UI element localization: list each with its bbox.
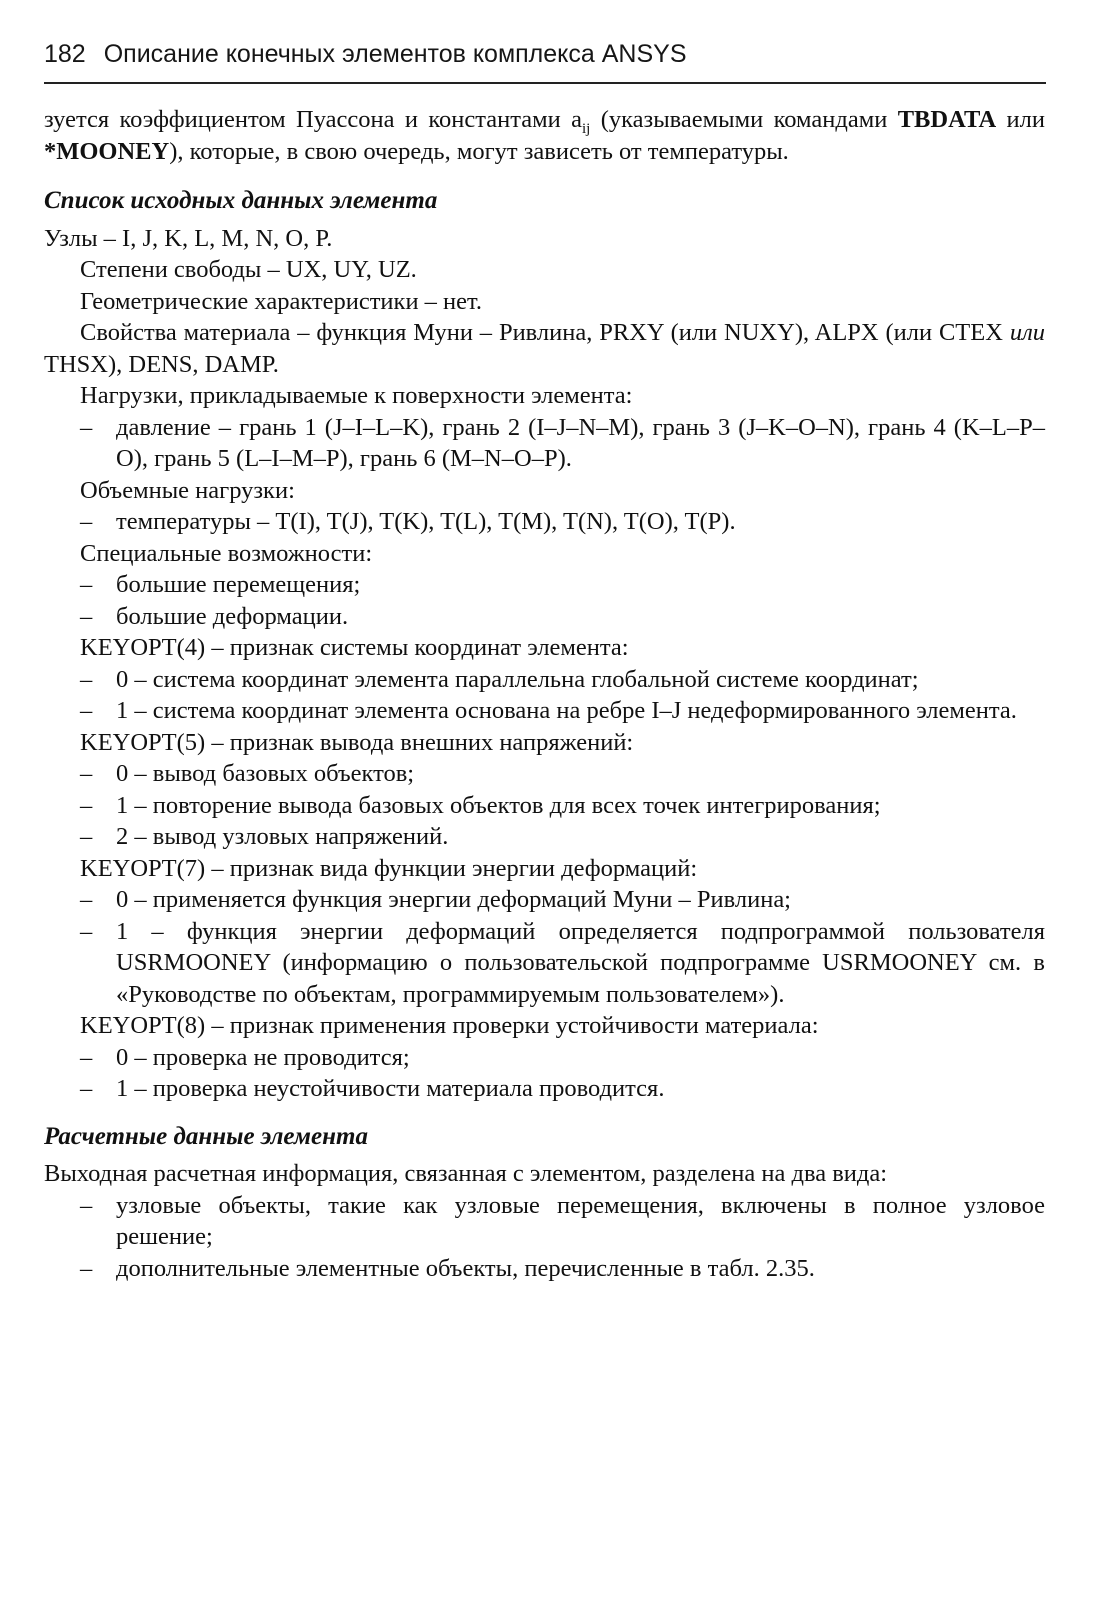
output-list bbox=[44, 1190, 1045, 1285]
list-item-text: дополнительные элементные объекты, перечисленные в табл. 2.35. bbox=[116, 1254, 815, 1282]
list-dash: – bbox=[80, 602, 93, 630]
keyopt5-list bbox=[44, 758, 1045, 853]
output-intro: Выходная расчетная информация, связанная с элементом, разделена на два вида: bbox=[44, 1160, 888, 1187]
list-item-text: 1 – проверка неустойчивости материала проводится. bbox=[116, 1075, 665, 1102]
list-item bbox=[44, 758, 1045, 790]
list-item-text: большие перемещения; bbox=[116, 571, 361, 598]
list-item bbox=[44, 1042, 1045, 1074]
list-item bbox=[44, 1190, 1045, 1253]
output-section-heading: Расчетные данные элемента bbox=[44, 1122, 368, 1150]
page-header bbox=[44, 40, 1045, 69]
list-item bbox=[44, 884, 1045, 916]
input-section-heading: Список исходных данных элемента bbox=[44, 187, 438, 214]
list-item-text: большие деформации. bbox=[116, 602, 349, 630]
keyopt8-label: KEYOPT(8) – признак применения проверки устойчивости материала: bbox=[80, 1012, 819, 1039]
list-dash: – bbox=[80, 1075, 93, 1102]
list-item bbox=[44, 695, 1045, 727]
list-item bbox=[44, 790, 1045, 822]
list-item bbox=[44, 664, 1045, 696]
list-dash: – bbox=[80, 665, 93, 693]
list-dash: – bbox=[80, 508, 93, 535]
list-dash: – bbox=[80, 791, 93, 819]
list-item-text: 1 – повторение вывода базовых объектов для всех точек интегрирования; bbox=[116, 791, 881, 819]
list-item-text: узловые объекты, такие как узловые перемещения, включены в полное узловое решение; bbox=[116, 1191, 1045, 1250]
keyopt5-label: KEYOPT(5) – признак вывода внешних напряжений: bbox=[80, 728, 634, 756]
list-item bbox=[44, 1073, 1045, 1105]
list-item-text: 0 – система координат элемента параллельна глобальной системе координат; bbox=[116, 665, 919, 693]
geometry-line: Геометрические характеристики – нет. bbox=[80, 287, 483, 315]
page-body bbox=[44, 104, 1045, 1284]
keyopt8-list bbox=[44, 1042, 1045, 1105]
list-item bbox=[44, 569, 1045, 601]
list-dash: – bbox=[80, 413, 93, 441]
dof-line: Степени свободы – UX, UY, UZ. bbox=[80, 256, 417, 283]
list-dash: – bbox=[80, 571, 93, 598]
surface-loads-list bbox=[44, 412, 1045, 475]
header-rule bbox=[44, 82, 1046, 84]
keyopt4-list bbox=[44, 664, 1045, 727]
list-item-text: давление – грань 1 (J–I–L–K), грань 2 (I–J–N–M), грань 3 (J–K–O–N), грань 4 (K–L–P–O), грань 5 (L–I–M–P), грань 6 (M–N–O–P). bbox=[116, 413, 1045, 472]
list-item bbox=[44, 1253, 1045, 1285]
list-item bbox=[44, 412, 1045, 475]
page-number: 182 bbox=[44, 40, 86, 68]
list-item bbox=[44, 916, 1045, 1011]
body-loads-label: Объемные нагрузки: bbox=[80, 476, 295, 504]
list-dash: – bbox=[80, 917, 93, 945]
keyopt4-label: KEYOPT(4) – признак системы координат элемента: bbox=[80, 634, 629, 661]
keyopt7-label: KEYOPT(7) – признак вида функции энергии деформаций: bbox=[80, 854, 698, 882]
list-dash: – bbox=[80, 760, 93, 787]
body-loads-list bbox=[44, 506, 1045, 538]
list-item-text: 2 – вывод узловых напряжений. bbox=[116, 823, 449, 850]
material-line: Свойства материала – функция Муни – Ривлина, PRXY (или NUXY), ALPX (или CTEX или THSX), DENS, DAMP. bbox=[44, 319, 1045, 378]
list-item bbox=[44, 506, 1045, 538]
list-item-text: температуры – T(I), T(J), T(K), T(L), T(M), T(N), T(O), T(P). bbox=[116, 508, 736, 535]
list-dash: – bbox=[80, 1191, 93, 1219]
list-item bbox=[44, 601, 1045, 633]
list-item-text: 1 – система координат элемента основана на ребре I–J недеформированного элемента. bbox=[116, 697, 1017, 724]
list-dash: – bbox=[80, 697, 93, 724]
list-dash: – bbox=[80, 1254, 93, 1282]
special-label: Специальные возможности: bbox=[80, 539, 373, 567]
list-item-text: 0 – применяется функция энергии деформаций Муни – Ривлина; bbox=[116, 886, 791, 913]
list-item-text: 0 – проверка не проводится; bbox=[116, 1043, 410, 1071]
list-dash: – bbox=[80, 1043, 93, 1071]
list-item bbox=[44, 821, 1045, 853]
list-item-text: 1 – функция энергии деформаций определяется подпрограммой пользователя USRMOONEY (информацию о пользовательской подпрограмме USRMOONEY см. в «Руководстве по объектам, программируемым пользователем»). bbox=[116, 917, 1045, 1008]
list-item-text: 0 – вывод базовых объектов; bbox=[116, 760, 415, 787]
intro-paragraph: зуется коэффициентом Пуассона и константами $a_{ij}$ (указываемыми командами TBDATA или *MOONEY), которые, в свою очередь, могут зависеть от температуры. bbox=[44, 106, 1046, 165]
running-title: Описание конечных элементов комплекса ANSYS bbox=[103, 40, 687, 68]
list-dash: – bbox=[80, 886, 93, 913]
surface-loads-label: Нагрузки, прикладываемые к поверхности элемента: bbox=[80, 382, 633, 409]
keyopt7-list bbox=[44, 884, 1045, 1010]
list-dash: – bbox=[80, 823, 93, 850]
special-list bbox=[44, 569, 1045, 632]
nodes-line: Узлы – I, J, K, L, M, N, O, P. bbox=[44, 224, 333, 252]
